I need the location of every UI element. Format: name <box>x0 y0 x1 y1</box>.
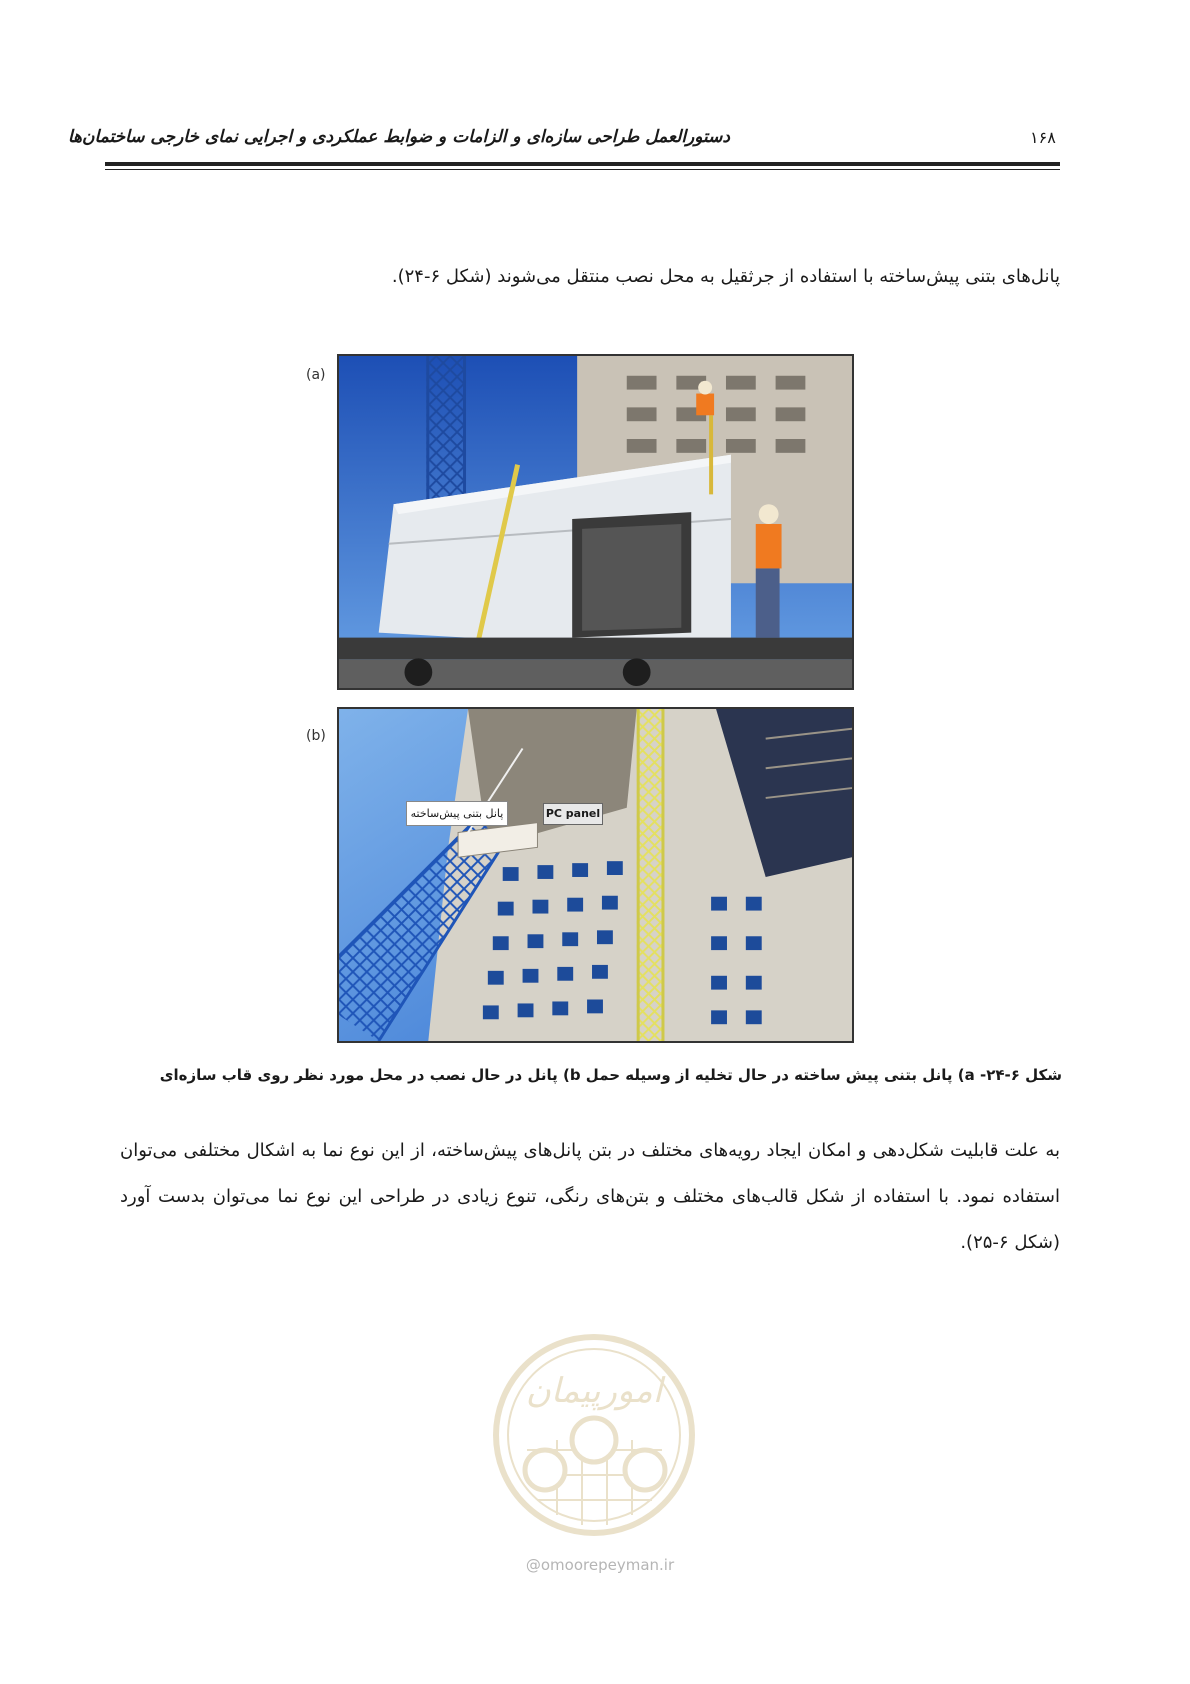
header-rule-thin <box>105 169 1060 170</box>
callout-label-pc-panel: PC panel <box>543 803 603 825</box>
photo-panel-installation <box>337 707 854 1043</box>
callout-label-persian: پانل بتنی پیش‌ساخته <box>406 801 508 826</box>
watermark-url: @omoorepeyman.ir <box>525 1556 675 1574</box>
running-header-title: دستورالعمل طراحی سازه‌ای و الزامات و ضوابط عملکردی و اجرایی نمای خارجی ساختمان‌ها <box>67 127 730 147</box>
photo-panel-unloading <box>337 354 854 690</box>
body-paragraph: به علت قابلیت شکل‌دهی و امکان ایجاد رویه‌های مختلف در بتن پانل‌های پیش‌ساخته، از این نوع نما به اشکال مختلفی می‌توان استفاده نمود. با استفاده از شکل قالب‌های مختلف و بتن‌های رنگی، تنوع زیادی در طراحی این نوع نما می‌توان بدست آورد (شکل ۶-۲۵). <box>120 1140 1060 1253</box>
panel-b-label: (b) <box>306 728 326 744</box>
page-number: ۱۶۸ <box>1030 128 1056 147</box>
header-rule-thick <box>105 162 1060 166</box>
intro-paragraph: پانل‌های بتنی پیش‌ساخته با استفاده از جرثقیل به محل نصب منتقل می‌شوند (شکل ۶-۲۴). <box>391 266 1060 287</box>
svg-text:امورپیمان: امورپیمان <box>525 1371 663 1411</box>
panel-a-label: (a) <box>306 367 326 383</box>
figure-caption: شکل ۶-۲۴- a) پانل بتنی پیش ساخته در حال تخلیه از وسیله حمل b) پانل در حال نصب در محل مورد نظر روی قاب سازه‌ای <box>159 1066 1062 1084</box>
watermark-logo <box>487 1330 702 1550</box>
